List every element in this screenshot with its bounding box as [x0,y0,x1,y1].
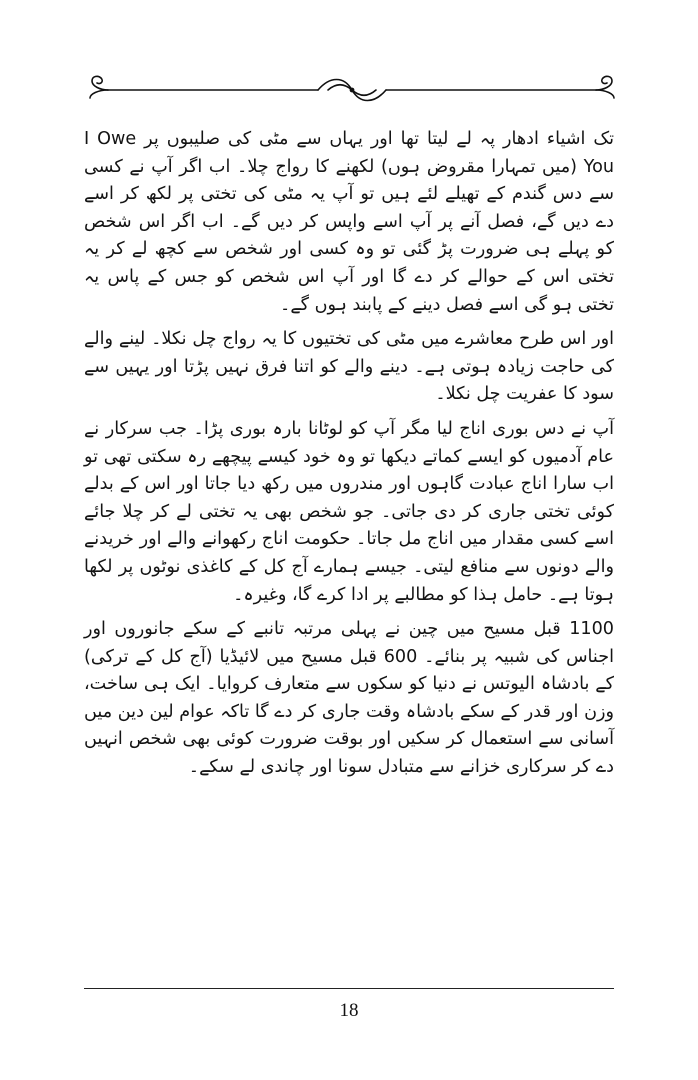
paragraph: آپ نے دس بوری اناج لیا مگر آپ کو لوٹانا بارہ بوری پڑا۔ جب سرکار نے عام آدمیوں کو ایسے کماتے دیکھا تو وہ خود کیسے پیچھے رہ سکتی تھی تو اب سارا اناج عبادت گاہوں اور مندروں میں رکھ دیا جاتا اور اس کے بدلے کوئی تختی جاری کر دی جاتی۔ جو شخص بھی یہ تختی لے کر چلا جائے اسے کسی مقدار میں اناج مل جاتا۔ حکومت اناج رکھوانے والے اور خریدنے والے دونوں سے منافع لیتی۔ جیسے ہمارے آج کل کے کاغذی نوٹوں پر لکھا ہوتا ہے۔ حامل ہذا کو مطالبے پر ادا کرے گا، وغیرہ۔ [84,418,614,605]
page-body [84,126,614,789]
footer-divider [84,988,614,989]
header-ornament [78,70,626,108]
paragraph: تک اشیاء ادھار پہ لے لیتا تھا اور یہاں سے مٹی کی صلیبوں پر I Owe You (میں تمہارا مقروض ہوں) لکھنے کا رواج چلا۔ اب اگر آپ نے کسی سے دس گندم کے تھیلے لئے ہیں تو آپ یہ مٹی کی تختی پر لکھ کر اسے دے دیں گے، فصل آنے پر آپ اسے واپس کر دیں گے۔ اب اگر اس شخص کو پہلے ہی ضرورت پڑ گئی تو وہ کسی اور شخص سے کچھ لے کر یہ تختی اس کے حوالے کر دے گا اور آپ اس شخص کو جس کے پاس یہ تختی ہو گی اسے فصل دینے کے پابند ہوں گے۔ [84,129,614,315]
paragraph: 1100 قبل مسیح میں چین نے پہلی مرتبہ تانبے کے سکے جانوروں اور اجناس کی شبیہ پر بنائے۔ 600 قبل مسیح میں لائیڈیا (آج کل کے ترکی) کے بادشاہ الیوتس نے دنیا کو سکوں سے متعارف کروایا۔ ایک ہی ساخت، وزن اور قدر کے سکے بادشاہ وقت جاری کر دے گا تاکہ عوام لین دین میں آسانی سے استعمال کر سکیں اور بوقت ضرورت کوئی بھی شخص انہیں دے کر سرکاری خزانے سے متبادل سونا اور چاندی لے سکے۔ [84,619,614,778]
page-number: 18 [339,1000,359,1021]
paragraph: اور اس طرح معاشرے میں مٹی کی تختیوں کا یہ رواج چل نکلا۔ لینے والے کی حاجت زیادہ ہوتی ہے۔ دینے والے کو اتنا فرق نہیں پڑتا اور یہیں سے سود کا عفریت چل نکلا۔ [84,329,614,405]
